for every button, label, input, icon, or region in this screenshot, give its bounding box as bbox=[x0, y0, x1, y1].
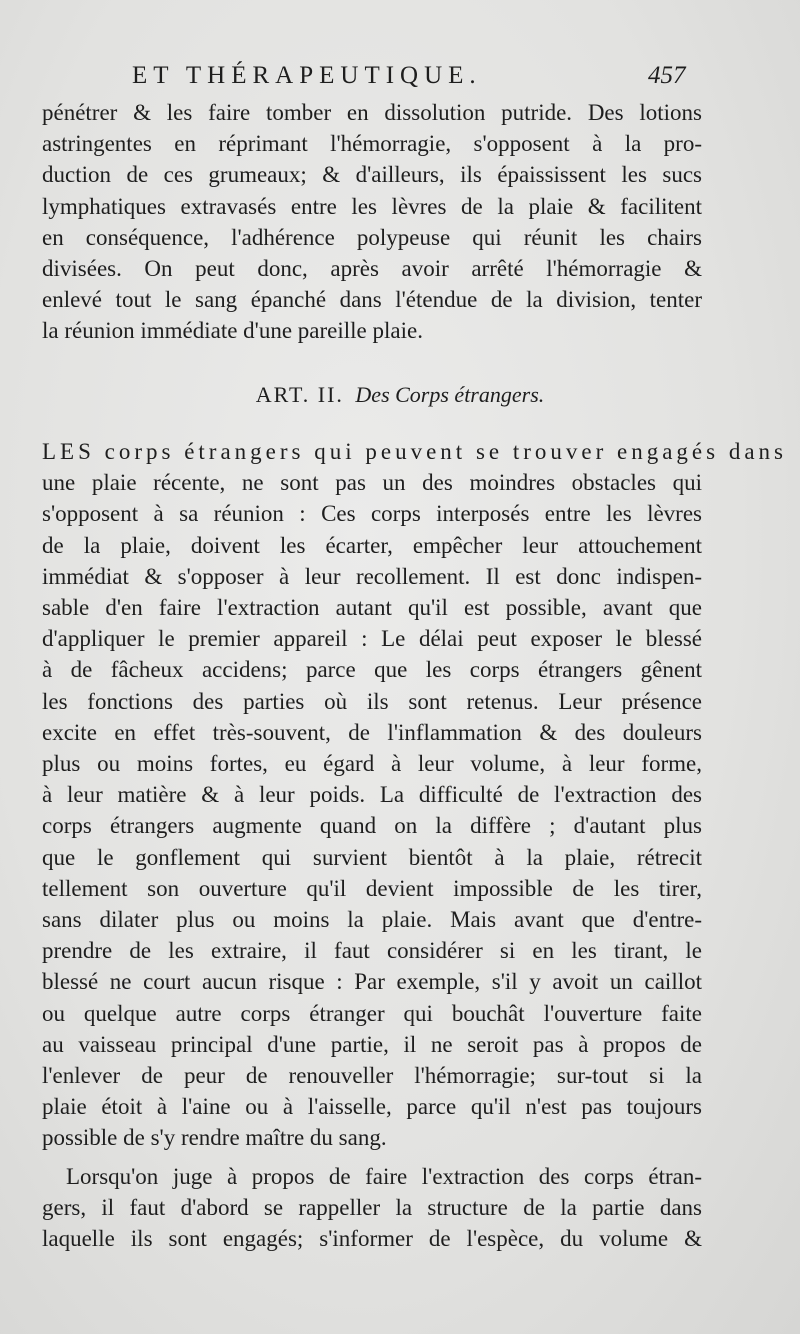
text-line: l'enlever de peur de renouveller l'hémorragie; sur-tout si la bbox=[42, 1063, 702, 1089]
section-heading bbox=[0, 377, 800, 413]
text-line: divisées. On peut donc, après avoir arrêté l'hémorragie & bbox=[42, 256, 702, 282]
text-line: Lorsqu'on juge à propos de faire l'extraction des corps étran- bbox=[66, 1164, 702, 1189]
text-line: plus ou moins fortes, eu égard à leur volume, à leur forme, bbox=[42, 751, 702, 777]
text-line: au vaisseau principal d'une partie, il ne seroit pas à propos de bbox=[42, 1031, 702, 1057]
text-line: pénétrer & les faire tomber en dissolution putride. Des lotions bbox=[42, 100, 702, 125]
text-line: à de fâcheux accidens; parce que les corps étrangers gênent bbox=[42, 657, 702, 683]
running-head bbox=[0, 58, 800, 94]
text-line: excite en effet très-souvent, de l'inflammation & des douleurs bbox=[42, 719, 702, 745]
text-line: en conséquence, l'adhérence polypeuse qui réunit les chairs bbox=[42, 224, 702, 250]
text-line: sable d'en faire l'extraction autant qu'il est possible, avant que bbox=[42, 595, 702, 621]
text-line: à leur matière & à leur poids. La difficulté de l'extraction des bbox=[42, 782, 702, 808]
text-line: sans dilater plus ou moins la plaie. Mais avant que d'entre- bbox=[42, 907, 702, 933]
text-line: que le gonflement qui survient bientôt à la plaie, rétrecit bbox=[42, 844, 702, 870]
text-line: possible de s'y rendre maître du sang. bbox=[42, 1125, 387, 1151]
text-line: astringentes en réprimant l'hémorragie, s'opposent à la pro- bbox=[42, 131, 702, 157]
text-line: immédiat & s'opposer à leur recollement. Il est donc indispen- bbox=[42, 563, 702, 589]
paragraph-2 bbox=[42, 436, 788, 1154]
text-line: plaie étoit à l'aine ou à l'aisselle, parce qu'il n'est pas toujours bbox=[42, 1094, 702, 1120]
text-line: d'appliquer le premier appareil : Le délai peut exposer le blessé bbox=[42, 626, 702, 652]
article-subtitle: Des Corps étrangers. bbox=[355, 382, 545, 407]
text-line: gers, il faut d'abord se rappeller la structure de la partie dans bbox=[42, 1195, 702, 1221]
text-line: une plaie récente, ne sont pas un des moindres obstacles qui bbox=[42, 470, 702, 496]
text-line: s'opposent à sa réunion : Ces corps interposés entre les lèvres bbox=[42, 501, 702, 527]
text-line: prendre de les extraire, il faut considérer si en les tirant, le bbox=[42, 938, 702, 964]
text-line: tellement son ouverture qu'il devient impossible de les tirer, bbox=[42, 875, 702, 901]
text-line: blessé ne court aucun risque : Par exemple, s'il y avoit un caillot bbox=[42, 969, 702, 995]
text-line: laquelle ils sont engagés; s'informer de l'espèce, du volume & bbox=[42, 1226, 702, 1252]
text-line: corps étrangers augmente quand on la diffère ; d'autant plus bbox=[42, 813, 702, 839]
text-line: duction de ces grumeaux; & d'ailleurs, ils épaississent les sucs bbox=[42, 162, 702, 188]
article-number: ART. II. bbox=[255, 382, 344, 407]
text-line: LES corps étrangers qui peuvent se trouver engagés dans bbox=[42, 439, 788, 464]
paragraph-1 bbox=[42, 97, 702, 347]
text-line: lymphatiques extravasés entre les lèvres de la plaie & facilitent bbox=[42, 193, 702, 219]
text-line: les fonctions des parties où ils sont retenus. Leur présence bbox=[42, 688, 702, 714]
page-number: 457 bbox=[648, 62, 686, 89]
text-line: enlevé tout le sang épanché dans l'étendue de la division, tenter bbox=[42, 287, 702, 313]
text-line: ou quelque autre corps étranger qui bouchât l'ouverture faite bbox=[42, 1000, 702, 1026]
text-line: de la plaie, doivent les écarter, empêcher leur attouchement bbox=[42, 532, 702, 558]
running-title: ET THÉRAPEUTIQUE. bbox=[132, 62, 482, 89]
text-line: la réunion immédiate d'une pareille plaie. bbox=[42, 318, 423, 344]
paragraph-3 bbox=[42, 1161, 702, 1255]
